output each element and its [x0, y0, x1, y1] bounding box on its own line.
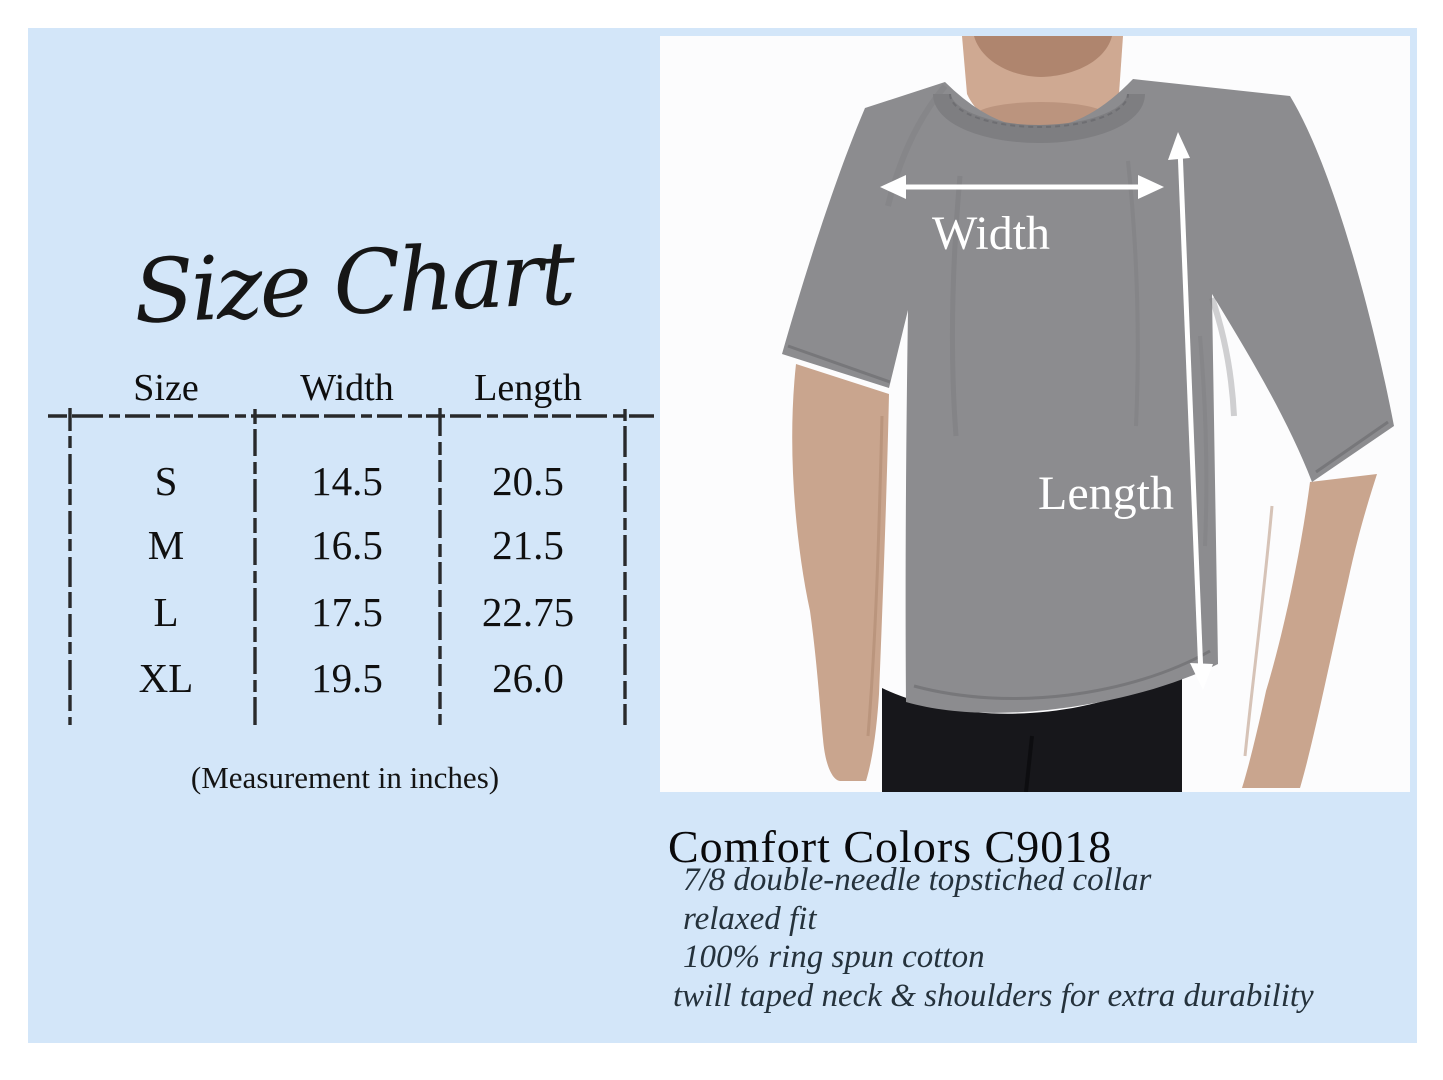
cell-width: 19.5 [311, 655, 383, 701]
cell-size: S [154, 458, 178, 504]
product-photo [660, 36, 1410, 792]
cell-width: 14.5 [311, 458, 383, 504]
column-header-width: Width [300, 367, 394, 409]
cell-width: 17.5 [311, 589, 383, 635]
cell-length: 20.5 [492, 458, 564, 504]
column-header-length: Length [474, 367, 582, 409]
feature-item: twill taped neck & shoulders for extra durability [673, 977, 1314, 1014]
measurement-note: (Measurement in inches) [190, 760, 500, 795]
cell-length: 21.5 [492, 522, 564, 568]
product-name: Comfort Colors C9018 [668, 821, 1113, 872]
page-title: Size Chart [131, 221, 575, 344]
length-label: Length [1038, 467, 1174, 520]
cell-size: M [147, 522, 185, 568]
cell-length: 26.0 [492, 655, 564, 701]
cell-size: L [153, 589, 179, 635]
width-label: Width [931, 207, 1051, 260]
column-header-size: Size [133, 367, 199, 409]
tshirt-illustration [660, 36, 1410, 792]
cell-width: 16.5 [311, 522, 383, 568]
feature-item: relaxed fit [683, 900, 817, 937]
product-features [673, 861, 1314, 1015]
cell-length: 22.75 [481, 589, 575, 635]
feature-item: 7/8 double-needle topstiched collar [683, 862, 1152, 898]
feature-item: 100% ring spun cotton [683, 939, 985, 975]
cell-size: XL [138, 655, 194, 701]
